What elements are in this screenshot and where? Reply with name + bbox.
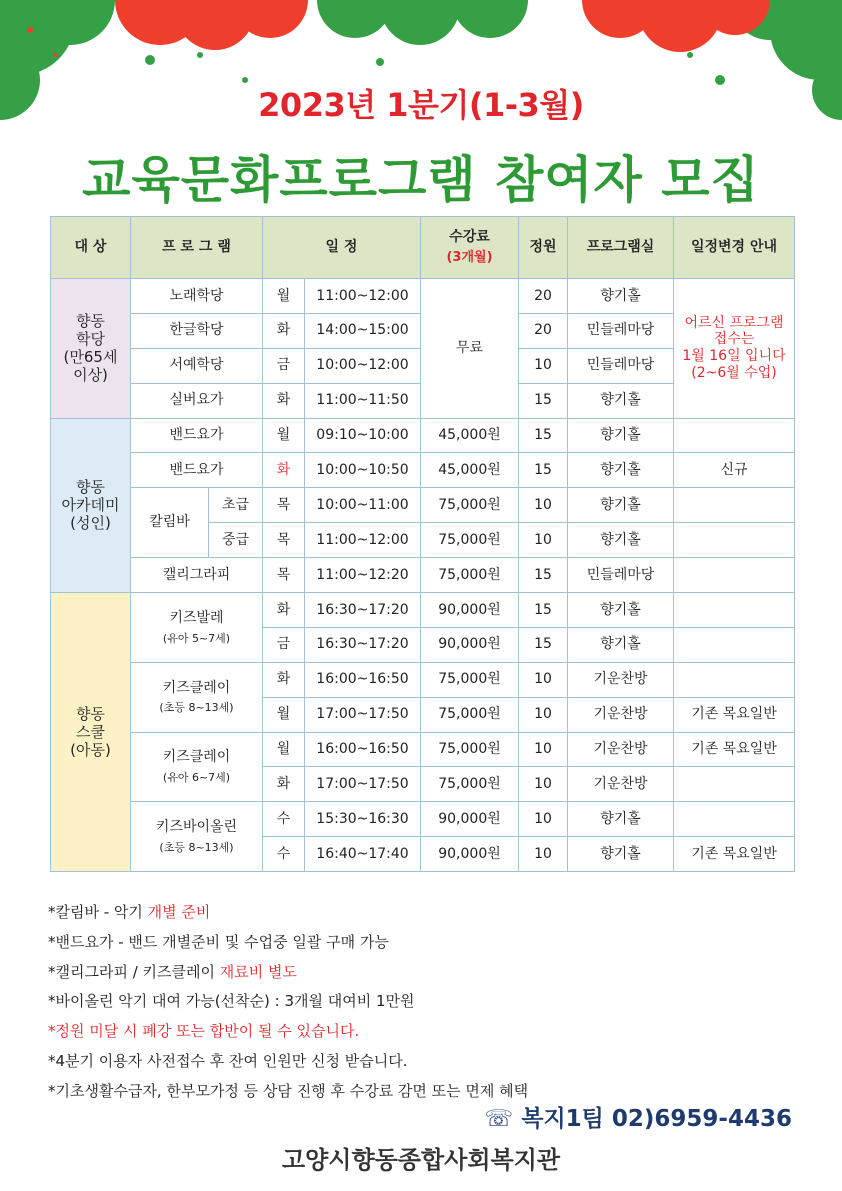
table-row xyxy=(51,558,795,593)
fee-cell: 75,000원 xyxy=(421,488,519,523)
kids-program-title: 키즈발레 xyxy=(169,609,224,626)
day-cell: 화 xyxy=(263,593,305,628)
fee-cell: 75,000원 xyxy=(421,697,519,732)
room-cell: 민들레마당 xyxy=(568,348,674,383)
time-cell: 16:30~17:20 xyxy=(305,627,421,662)
contact-line xyxy=(484,1100,792,1133)
table-row xyxy=(51,662,795,697)
kids-program-age: (초등 8~13세) xyxy=(159,701,234,715)
time-cell: 10:00~11:00 xyxy=(305,488,421,523)
capacity-cell: 10 xyxy=(519,488,568,523)
group-label-kids: 향동 스쿨 (아동) xyxy=(51,593,131,872)
program-name-kalimba: 칼림바 xyxy=(131,488,209,558)
program-name-kids xyxy=(131,802,263,872)
program-name: 실버요가 xyxy=(131,383,263,418)
room-cell: 향기홀 xyxy=(568,837,674,872)
fee-cell: 75,000원 xyxy=(421,767,519,802)
fee-cell: 45,000원 xyxy=(421,418,519,453)
change-cell: 기존 목요일반 xyxy=(674,697,795,732)
change-cell xyxy=(674,767,795,802)
time-cell: 10:00~10:50 xyxy=(305,453,421,488)
capacity-cell: 20 xyxy=(519,279,568,314)
room-cell: 향기홀 xyxy=(568,279,674,314)
page-title: 교육문화프로그램 참여자 모집 xyxy=(82,151,760,209)
header-fee-label: 수강료 xyxy=(449,229,490,246)
change-cell: 신규 xyxy=(674,453,795,488)
program-schedule-table xyxy=(50,216,795,872)
program-name: 밴드요가 xyxy=(131,453,263,488)
table-row xyxy=(51,802,795,837)
day-cell: 금 xyxy=(263,627,305,662)
fee-cell: 75,000원 xyxy=(421,523,519,558)
capacity-cell: 15 xyxy=(519,558,568,593)
capacity-cell: 10 xyxy=(519,348,568,383)
day-cell: 화 xyxy=(263,767,305,802)
capacity-cell: 15 xyxy=(519,418,568,453)
day-cell: 화 xyxy=(263,383,305,418)
time-cell: 11:00~12:20 xyxy=(305,558,421,593)
room-cell: 향기홀 xyxy=(568,453,674,488)
program-level: 초급 xyxy=(209,488,263,523)
group-label-senior: 향동 학당 (만65세 이상) xyxy=(51,279,131,419)
time-cell: 16:40~17:40 xyxy=(305,837,421,872)
kids-program-age: (유아 5~7세) xyxy=(162,631,231,645)
note-item: *칼림바 - 악기 개별 준비 xyxy=(48,903,211,921)
day-cell: 월 xyxy=(263,418,305,453)
day-cell: 월 xyxy=(263,697,305,732)
fee-cell: 75,000원 xyxy=(421,732,519,767)
note-item: *캘리그라피 / 키즈클레이 재료비 별도 xyxy=(48,962,297,981)
change-cell: 기존 목요일반 xyxy=(674,732,795,767)
fee-cell: 90,000원 xyxy=(421,627,519,662)
day-cell: 월 xyxy=(263,279,305,314)
day-cell: 월 xyxy=(263,732,305,767)
program-name: 밴드요가 xyxy=(131,418,263,453)
room-cell: 향기홀 xyxy=(568,523,674,558)
fee-free-cell: 무료 xyxy=(421,279,519,419)
contact-text: 복지1팀 02)6959-4436 xyxy=(521,1106,792,1132)
capacity-cell: 15 xyxy=(519,593,568,628)
fee-cell: 90,000원 xyxy=(421,802,519,837)
kids-program-title: 키즈바이올린 xyxy=(155,819,238,836)
table-row xyxy=(51,453,795,488)
fee-cell: 90,000원 xyxy=(421,593,519,628)
program-name: 서예학당 xyxy=(131,348,263,383)
header-fee xyxy=(421,217,519,279)
note-item: *4분기 이용자 사전접수 후 잔여 인원만 신청 받습니다. xyxy=(48,1051,408,1070)
phone-icon: ☏ xyxy=(484,1106,514,1132)
kids-program-title: 키즈클레이 xyxy=(162,679,231,696)
change-cell xyxy=(674,593,795,628)
time-cell: 16:00~16:50 xyxy=(305,662,421,697)
day-cell: 목 xyxy=(263,488,305,523)
program-level: 중급 xyxy=(209,523,263,558)
time-cell: 17:00~17:50 xyxy=(305,767,421,802)
header-fee-period: (3개월) xyxy=(446,250,493,266)
program-name: 한글학당 xyxy=(131,313,263,348)
day-cell: 목 xyxy=(263,523,305,558)
room-cell: 향기홀 xyxy=(568,627,674,662)
header-program: 프 로 그 램 xyxy=(131,217,263,279)
table-row xyxy=(51,593,795,628)
notes-list xyxy=(48,898,808,1107)
table-header-row xyxy=(51,217,795,279)
change-cell: 기존 목요일반 xyxy=(674,837,795,872)
room-cell: 향기홀 xyxy=(568,802,674,837)
capacity-cell: 20 xyxy=(519,313,568,348)
quarter-subtitle: 2023년 1분기(1-3월) xyxy=(258,86,584,124)
change-cell xyxy=(674,802,795,837)
fee-cell: 75,000원 xyxy=(421,558,519,593)
time-cell: 15:30~16:30 xyxy=(305,802,421,837)
room-cell: 향기홀 xyxy=(568,593,674,628)
room-cell: 향기홀 xyxy=(568,488,674,523)
kids-program-title: 키즈클레이 xyxy=(162,749,231,766)
change-cell xyxy=(674,418,795,453)
capacity-cell: 15 xyxy=(519,627,568,662)
room-cell: 민들레마당 xyxy=(568,313,674,348)
capacity-cell: 10 xyxy=(519,802,568,837)
room-cell: 향기홀 xyxy=(568,418,674,453)
time-cell: 11:00~12:00 xyxy=(305,523,421,558)
header-target: 대 상 xyxy=(51,217,131,279)
room-cell: 민들레마당 xyxy=(568,558,674,593)
senior-registration-notice: 어르신 프로그램 접수는 1월 16일 입니다 (2~6월 수업) xyxy=(674,279,795,419)
room-cell: 기운찬방 xyxy=(568,767,674,802)
capacity-cell: 10 xyxy=(519,732,568,767)
room-cell: 기운찬방 xyxy=(568,732,674,767)
header-capacity: 정원 xyxy=(519,217,568,279)
program-name-kids xyxy=(131,732,263,802)
organization-name: 고양시향동종합사회복지관 xyxy=(281,1146,561,1174)
day-cell: 화 xyxy=(263,662,305,697)
day-cell: 수 xyxy=(263,802,305,837)
capacity-cell: 10 xyxy=(519,697,568,732)
program-name-kids xyxy=(131,662,263,732)
capacity-cell: 15 xyxy=(519,383,568,418)
table-row xyxy=(51,418,795,453)
time-cell: 10:00~12:00 xyxy=(305,348,421,383)
day-cell: 수 xyxy=(263,837,305,872)
capacity-cell: 10 xyxy=(519,523,568,558)
change-cell xyxy=(674,627,795,662)
room-cell: 기운찬방 xyxy=(568,697,674,732)
capacity-cell: 15 xyxy=(519,453,568,488)
group-label-adult: 향동 아카데미 (성인) xyxy=(51,418,131,592)
time-cell: 16:30~17:20 xyxy=(305,593,421,628)
program-name-kids xyxy=(131,593,263,663)
note-item: *밴드요가 - 밴드 개별준비 및 수업중 일괄 구매 가능 xyxy=(48,932,389,951)
time-cell: 11:00~12:00 xyxy=(305,279,421,314)
capacity-cell: 10 xyxy=(519,662,568,697)
note-item: *정원 미달 시 폐강 또는 합반이 될 수 있습니다. xyxy=(48,1022,360,1041)
header-change: 일정변경 안내 xyxy=(674,217,795,279)
change-cell xyxy=(674,662,795,697)
time-cell: 14:00~15:00 xyxy=(305,313,421,348)
fee-cell: 75,000원 xyxy=(421,662,519,697)
table-row xyxy=(51,732,795,767)
table-row xyxy=(51,488,795,523)
fee-cell: 45,000원 xyxy=(421,453,519,488)
header-room: 프로그램실 xyxy=(568,217,674,279)
header-schedule: 일 정 xyxy=(263,217,421,279)
kids-program-age: (초등 8~13세) xyxy=(159,841,234,855)
table-row xyxy=(51,279,795,314)
day-cell: 목 xyxy=(263,558,305,593)
kids-program-age: (유아 6~7세) xyxy=(162,771,231,785)
day-cell: 금 xyxy=(263,348,305,383)
note-item: *바이올린 악기 대여 가능(선착순) : 3개월 대여비 1만원 xyxy=(48,992,415,1011)
program-name: 캘리그라피 xyxy=(131,558,263,593)
change-cell xyxy=(674,523,795,558)
note-item: *기초생활수급자, 한부모가정 등 상담 진행 후 수강료 감면 또는 면제 혜택 xyxy=(48,1081,529,1100)
program-name: 노래학당 xyxy=(131,279,263,314)
room-cell: 기운찬방 xyxy=(568,662,674,697)
change-cell xyxy=(674,488,795,523)
time-cell: 17:00~17:50 xyxy=(305,697,421,732)
day-cell: 화 xyxy=(263,313,305,348)
day-cell: 화 xyxy=(263,453,305,488)
capacity-cell: 10 xyxy=(519,837,568,872)
change-cell xyxy=(674,558,795,593)
time-cell: 09:10~10:00 xyxy=(305,418,421,453)
time-cell: 11:00~11:50 xyxy=(305,383,421,418)
room-cell: 향기홀 xyxy=(568,383,674,418)
fee-cell: 90,000원 xyxy=(421,837,519,872)
time-cell: 16:00~16:50 xyxy=(305,732,421,767)
capacity-cell: 10 xyxy=(519,767,568,802)
